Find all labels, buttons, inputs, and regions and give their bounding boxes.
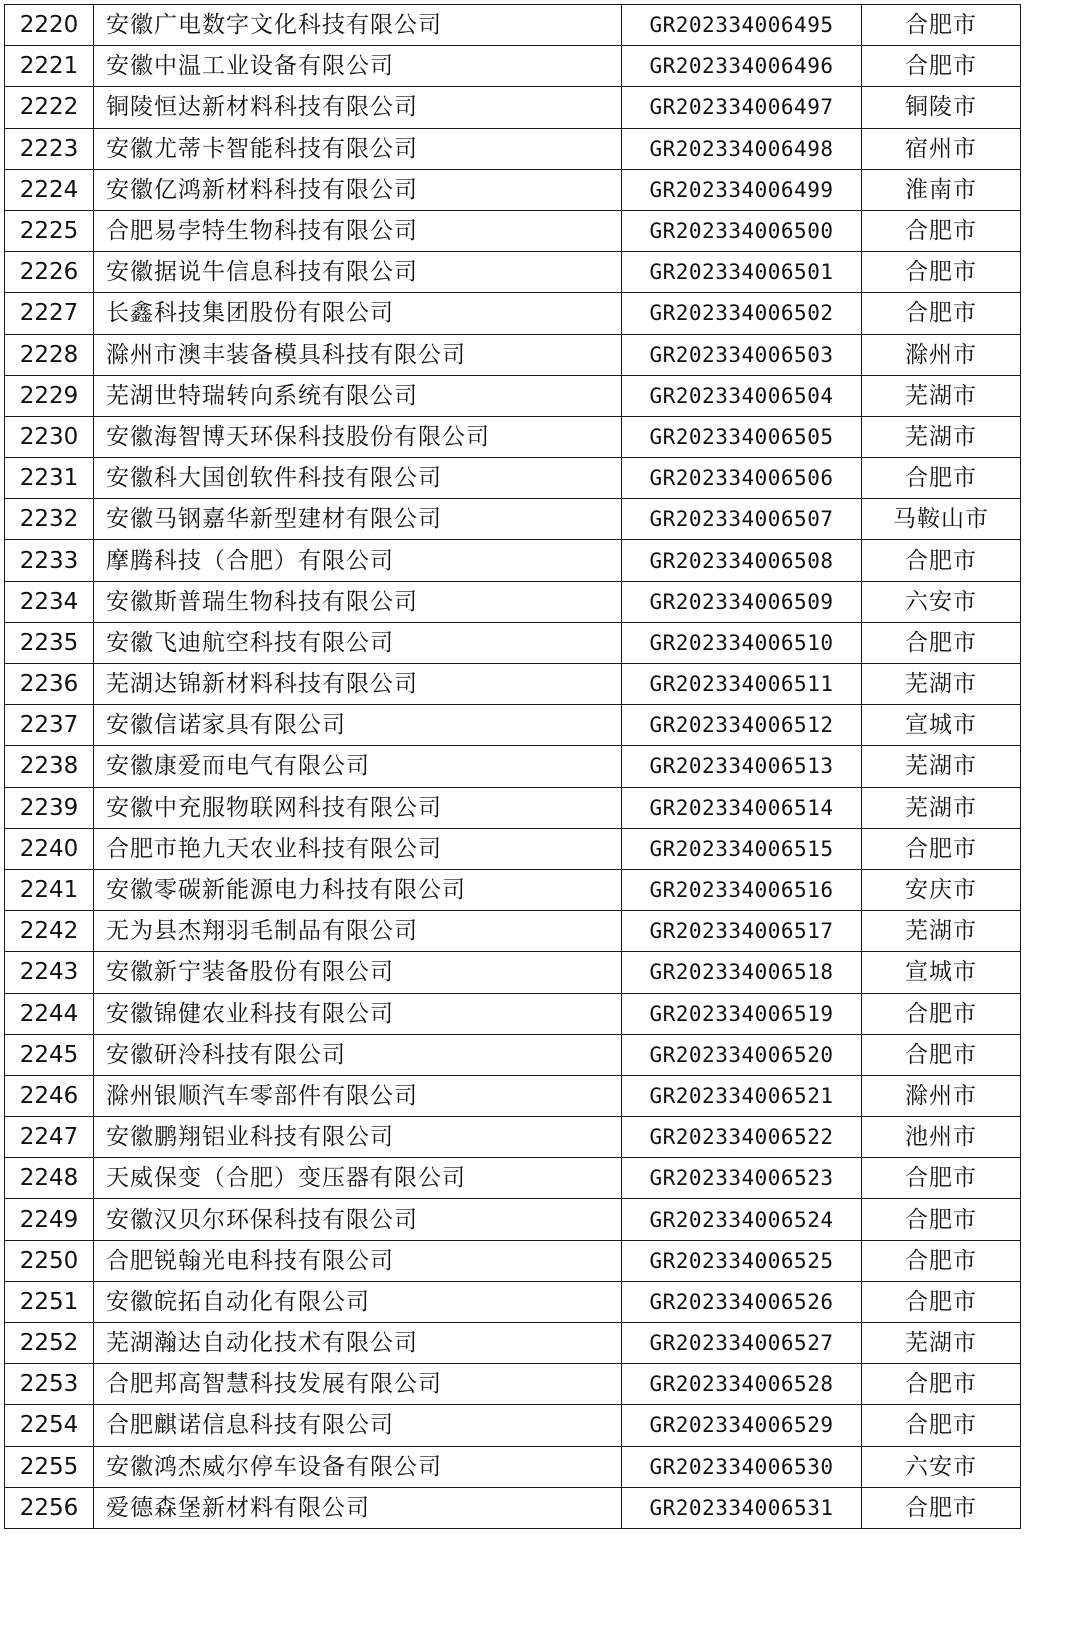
company-name: 安徽汉贝尔环保科技有限公司 [94,1199,622,1240]
company-name: 无为县杰翔羽毛制品有限公司 [94,911,622,952]
table-row [5,622,1021,663]
table-row [5,1364,1021,1405]
city: 滁州市 [862,1075,1021,1116]
certificate-code: GR202334006520 [622,1034,862,1075]
table-row [5,252,1021,293]
city: 宣城市 [862,705,1021,746]
city: 合肥市 [862,1199,1021,1240]
certificate-code: GR202334006527 [622,1323,862,1364]
certificate-code: GR202334006517 [622,911,862,952]
company-name: 滁州市澳丰装备模具科技有限公司 [94,334,622,375]
row-number: 2222 [5,87,94,128]
certificate-code: GR202334006510 [622,622,862,663]
city: 芜湖市 [862,375,1021,416]
table-row [5,1034,1021,1075]
company-name: 铜陵恒达新材料科技有限公司 [94,87,622,128]
company-name: 爱德森堡新材料有限公司 [94,1487,622,1528]
city: 合肥市 [862,540,1021,581]
company-name: 安徽海智博天环保科技股份有限公司 [94,416,622,457]
certificate-code: GR202334006504 [622,375,862,416]
table-row [5,1158,1021,1199]
certificate-code: GR202334006516 [622,869,862,910]
row-number: 2232 [5,499,94,540]
certificate-code: GR202334006529 [622,1405,862,1446]
company-name: 安徽亿鸿新材料科技有限公司 [94,169,622,210]
row-number: 2229 [5,375,94,416]
table-row [5,1323,1021,1364]
row-number: 2247 [5,1117,94,1158]
row-number: 2230 [5,416,94,457]
city: 滁州市 [862,334,1021,375]
table-row [5,1199,1021,1240]
company-name: 安徽零碳新能源电力科技有限公司 [94,869,622,910]
certificate-code: GR202334006498 [622,128,862,169]
table-row [5,1075,1021,1116]
row-number: 2248 [5,1158,94,1199]
table-row [5,1117,1021,1158]
certificate-code: GR202334006505 [622,416,862,457]
row-number: 2236 [5,664,94,705]
company-name: 滁州银顺汽车零部件有限公司 [94,1075,622,1116]
company-name: 安徽科大国创软件科技有限公司 [94,458,622,499]
row-number: 2256 [5,1487,94,1528]
certificate-code: GR202334006514 [622,787,862,828]
certificate-code: GR202334006502 [622,293,862,334]
row-number: 2220 [5,5,94,46]
certificate-code: GR202334006500 [622,210,862,251]
certificate-code: GR202334006524 [622,1199,862,1240]
company-name: 安徽鸿杰威尔停车设备有限公司 [94,1446,622,1487]
table-row [5,1240,1021,1281]
company-name: 芜湖世特瑞转向系统有限公司 [94,375,622,416]
table-row [5,705,1021,746]
table-body [5,5,1021,1529]
company-name: 安徽据说牛信息科技有限公司 [94,252,622,293]
table-row [5,1446,1021,1487]
city: 马鞍山市 [862,499,1021,540]
city: 合肥市 [862,1364,1021,1405]
row-number: 2249 [5,1199,94,1240]
table-row [5,499,1021,540]
table-row [5,911,1021,952]
city: 合肥市 [862,210,1021,251]
company-name: 芜湖达锦新材料科技有限公司 [94,664,622,705]
row-number: 2245 [5,1034,94,1075]
company-name: 安徽广电数字文化科技有限公司 [94,5,622,46]
row-number: 2237 [5,705,94,746]
table-row [5,46,1021,87]
row-number: 2240 [5,828,94,869]
row-number: 2242 [5,911,94,952]
certificate-code: GR202334006525 [622,1240,862,1281]
city: 合肥市 [862,828,1021,869]
row-number: 2233 [5,540,94,581]
row-number: 2231 [5,458,94,499]
city: 芜湖市 [862,911,1021,952]
row-number: 2226 [5,252,94,293]
certificate-code: GR202334006495 [622,5,862,46]
city: 合肥市 [862,1281,1021,1322]
row-number: 2241 [5,869,94,910]
row-number: 2255 [5,1446,94,1487]
city: 宣城市 [862,952,1021,993]
company-name: 合肥锐翰光电科技有限公司 [94,1240,622,1281]
table-row [5,375,1021,416]
table-row [5,993,1021,1034]
certificate-code: GR202334006499 [622,169,862,210]
city: 合肥市 [862,458,1021,499]
certificate-code: GR202334006519 [622,993,862,1034]
certificate-code: GR202334006506 [622,458,862,499]
row-number: 2252 [5,1323,94,1364]
city: 芜湖市 [862,664,1021,705]
city: 淮南市 [862,169,1021,210]
row-number: 2239 [5,787,94,828]
table-row [5,293,1021,334]
city: 合肥市 [862,622,1021,663]
row-number: 2223 [5,128,94,169]
certificate-code: GR202334006521 [622,1075,862,1116]
certificate-code: GR202334006512 [622,705,862,746]
table-row [5,581,1021,622]
table-row [5,1487,1021,1528]
row-number: 2228 [5,334,94,375]
certificate-code: GR202334006513 [622,746,862,787]
row-number: 2244 [5,993,94,1034]
company-name: 安徽锦健农业科技有限公司 [94,993,622,1034]
company-name: 安徽马钢嘉华新型建材有限公司 [94,499,622,540]
certificate-code: GR202334006507 [622,499,862,540]
table-row [5,1405,1021,1446]
city: 合肥市 [862,1158,1021,1199]
row-number: 2221 [5,46,94,87]
city: 宿州市 [862,128,1021,169]
company-list-table [4,4,1021,1529]
table-row [5,540,1021,581]
row-number: 2253 [5,1364,94,1405]
certificate-code: GR202334006501 [622,252,862,293]
city: 六安市 [862,1446,1021,1487]
certificate-code: GR202334006503 [622,334,862,375]
city: 安庆市 [862,869,1021,910]
certificate-code: GR202334006522 [622,1117,862,1158]
city: 芜湖市 [862,787,1021,828]
row-number: 2243 [5,952,94,993]
company-name: 安徽斯普瑞生物科技有限公司 [94,581,622,622]
certificate-code: GR202334006518 [622,952,862,993]
table-row [5,828,1021,869]
city: 合肥市 [862,1405,1021,1446]
certificate-code: GR202334006528 [622,1364,862,1405]
certificate-code: GR202334006515 [622,828,862,869]
table-row [5,416,1021,457]
table-row [5,664,1021,705]
table-row [5,952,1021,993]
city: 合肥市 [862,1240,1021,1281]
company-name: 安徽飞迪航空科技有限公司 [94,622,622,663]
table-row [5,746,1021,787]
city: 合肥市 [862,252,1021,293]
company-name: 安徽研泠科技有限公司 [94,1034,622,1075]
city: 合肥市 [862,5,1021,46]
city: 合肥市 [862,993,1021,1034]
certificate-code: GR202334006509 [622,581,862,622]
city: 铜陵市 [862,87,1021,128]
company-name: 摩腾科技（合肥）有限公司 [94,540,622,581]
certificate-code: GR202334006530 [622,1446,862,1487]
certificate-code: GR202334006508 [622,540,862,581]
row-number: 2234 [5,581,94,622]
row-number: 2251 [5,1281,94,1322]
city: 六安市 [862,581,1021,622]
table-row [5,869,1021,910]
certificate-code: GR202334006511 [622,664,862,705]
table-row [5,787,1021,828]
city: 芜湖市 [862,1323,1021,1364]
company-name: 安徽信诺家具有限公司 [94,705,622,746]
certificate-code: GR202334006496 [622,46,862,87]
certificate-code: GR202334006531 [622,1487,862,1528]
table-row [5,334,1021,375]
company-name: 合肥易孛特生物科技有限公司 [94,210,622,251]
company-name: 合肥市艳九天农业科技有限公司 [94,828,622,869]
company-name: 安徽中充服物联网科技有限公司 [94,787,622,828]
certificate-code: GR202334006526 [622,1281,862,1322]
city: 芜湖市 [862,746,1021,787]
table-row [5,87,1021,128]
company-name: 安徽尤蒂卡智能科技有限公司 [94,128,622,169]
row-number: 2224 [5,169,94,210]
row-number: 2225 [5,210,94,251]
certificate-code: GR202334006497 [622,87,862,128]
table-row [5,458,1021,499]
company-name: 安徽皖拓自动化有限公司 [94,1281,622,1322]
company-name: 芜湖瀚达自动化技术有限公司 [94,1323,622,1364]
city: 合肥市 [862,1487,1021,1528]
table-row [5,210,1021,251]
company-name: 安徽中温工业设备有限公司 [94,46,622,87]
company-name: 安徽康爱而电气有限公司 [94,746,622,787]
table-row [5,5,1021,46]
city: 合肥市 [862,293,1021,334]
city: 合肥市 [862,46,1021,87]
certificate-code: GR202334006523 [622,1158,862,1199]
company-name: 安徽新宁装备股份有限公司 [94,952,622,993]
company-name: 安徽鹏翔铝业科技有限公司 [94,1117,622,1158]
row-number: 2254 [5,1405,94,1446]
table-row [5,1281,1021,1322]
company-name: 合肥邦高智慧科技发展有限公司 [94,1364,622,1405]
row-number: 2238 [5,746,94,787]
row-number: 2235 [5,622,94,663]
row-number: 2250 [5,1240,94,1281]
row-number: 2246 [5,1075,94,1116]
row-number: 2227 [5,293,94,334]
table-row [5,128,1021,169]
city: 合肥市 [862,1034,1021,1075]
city: 池州市 [862,1117,1021,1158]
city: 芜湖市 [862,416,1021,457]
company-name: 长鑫科技集团股份有限公司 [94,293,622,334]
company-name: 合肥麒诺信息科技有限公司 [94,1405,622,1446]
company-name: 天威保变（合肥）变压器有限公司 [94,1158,622,1199]
table-row [5,169,1021,210]
